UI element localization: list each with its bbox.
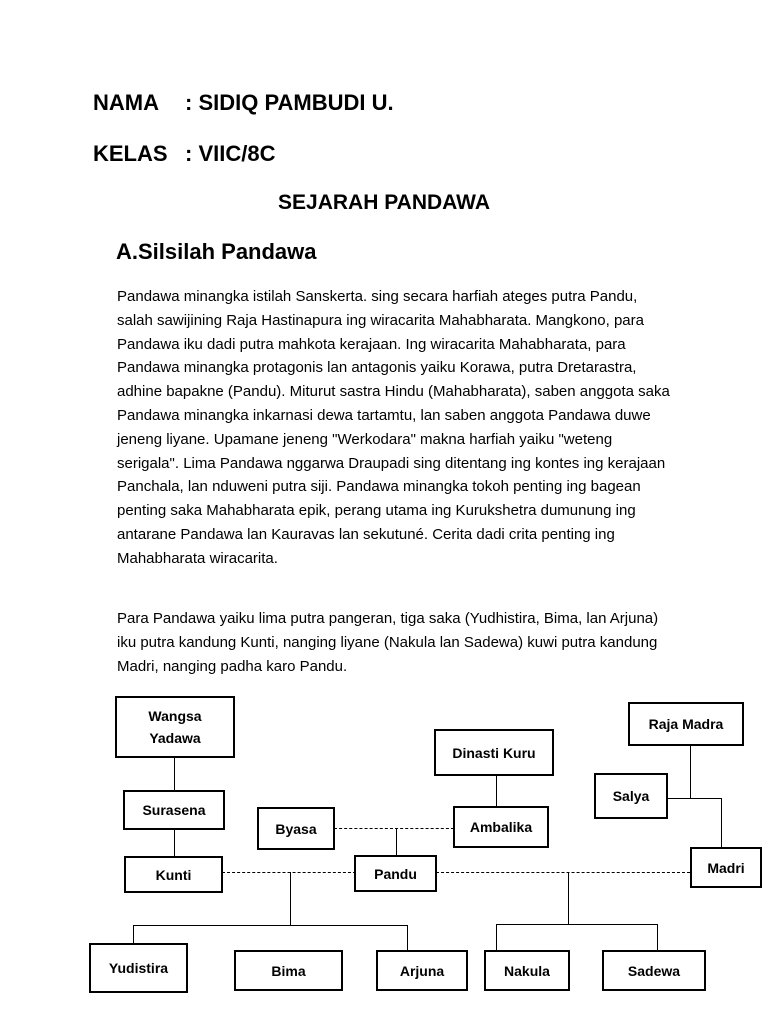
connector-line (721, 798, 722, 848)
connector-line (290, 872, 291, 926)
connector-line (407, 925, 408, 951)
node-label: Ambalika (469, 819, 533, 835)
connector-line (657, 924, 658, 951)
class-label: KELAS (93, 141, 168, 166)
node-pandu (354, 855, 437, 892)
node-label: Pandu (374, 865, 417, 882)
connector-line (174, 757, 175, 791)
node-sadewa (602, 950, 706, 991)
node-nakula (484, 950, 570, 991)
node-salya (594, 773, 668, 819)
family-tree-diagram (0, 690, 768, 1024)
document-title (0, 191, 768, 215)
node-label: Sadewa (627, 962, 681, 979)
connector-line (496, 776, 497, 808)
node-label: Arjuna (399, 962, 445, 979)
connector-line (396, 828, 397, 856)
node-label: Yadawa (149, 730, 201, 746)
name-value: : SIDIQ PAMBUDI U. (185, 90, 394, 115)
node-label: Surasena (142, 802, 206, 818)
node-label: Bima (271, 962, 306, 979)
connector-line (174, 829, 175, 857)
node-surasena (123, 790, 225, 830)
section-heading: A.Silsilah Pandawa (116, 239, 317, 264)
marriage-line (334, 828, 454, 829)
node-label: Salya (612, 788, 650, 804)
node-label: Raja Madra (648, 716, 724, 732)
connector-line (666, 798, 722, 799)
node-arjuna (376, 950, 468, 991)
node-label: Wangsa (148, 708, 202, 724)
paragraph: Pandawa minangka istilah Sanskerta. sing secara harfiah ateges putra Pandu, salah sawijining Raja Hastinapura ing wiracarita Mahabharata. Mangkono, para Pandawa iku dadi putra mahkota kerajaan. Ing wiracarita Mahabharata, para Pandawa minangka protagonis lan antagonis yaiku Korawa, putra Dretarastra, adhine bapakne (Pandu). Miturut sastra Hindu (Mahabharata), saben anggota saka Pandawa minangka inkarnasi dewa tartamtu, lan saben anggota Pandawa duwe jeneng liyane. Upamane jeneng "Werkodara" makna harfiah yaiku "weteng serigala". Lima Pandawa nggarwa Draupadi sing ditentang ing kontes ing kerajaan Panchala, lan nduweni putra siji. Pandawa minangka tokoh penting ing bagean penting saka Mahabharata epik, perang utama ing Kurukshetra dumunung ing antarane Pandawa lan Kauravas lan sekutuné. Cerita dadi crita penting ing Mahabharata wiracarita. (117, 288, 670, 567)
marriage-line (436, 872, 690, 873)
connector-line (133, 925, 408, 926)
connector-line (568, 872, 569, 924)
node-ambalika (453, 806, 549, 848)
node-byasa (257, 807, 335, 850)
node-madri (690, 847, 762, 888)
node-label: Byasa (275, 820, 317, 837)
node-dinasti-kuru (434, 729, 554, 776)
connector-line (496, 924, 497, 951)
node-wangsa-yadawa (115, 696, 235, 758)
connector-line (133, 925, 134, 944)
class-line (93, 141, 275, 167)
node-kunti (124, 856, 223, 893)
node-raja-madra (628, 702, 744, 746)
name-label: NAMA (93, 90, 159, 115)
node-label: Madri (707, 859, 745, 876)
node-label: Kunti (155, 866, 192, 883)
node-label: Nakula (504, 962, 550, 979)
class-value: : VIIC/8C (185, 141, 276, 166)
node-bima (234, 950, 343, 991)
document-title-text: SEJARAH PANDAWA (278, 191, 490, 214)
paragraph: Para Pandawa yaiku lima putra pangeran, tiga saka (Yudhistira, Bima, lan Arjuna) iku putra kandung Kunti, nanging liyane (Nakula lan Sadewa) kuwi putra kandung Madri, nanging padha karo Pandu. (117, 610, 659, 675)
connector-line (496, 924, 658, 925)
node-label: Yudistira (108, 960, 169, 976)
node-label: Dinasti Kuru (452, 744, 536, 761)
connector-line (690, 745, 691, 798)
name-line (93, 90, 394, 116)
marriage-line (222, 872, 356, 873)
node-yudistira (89, 943, 188, 993)
